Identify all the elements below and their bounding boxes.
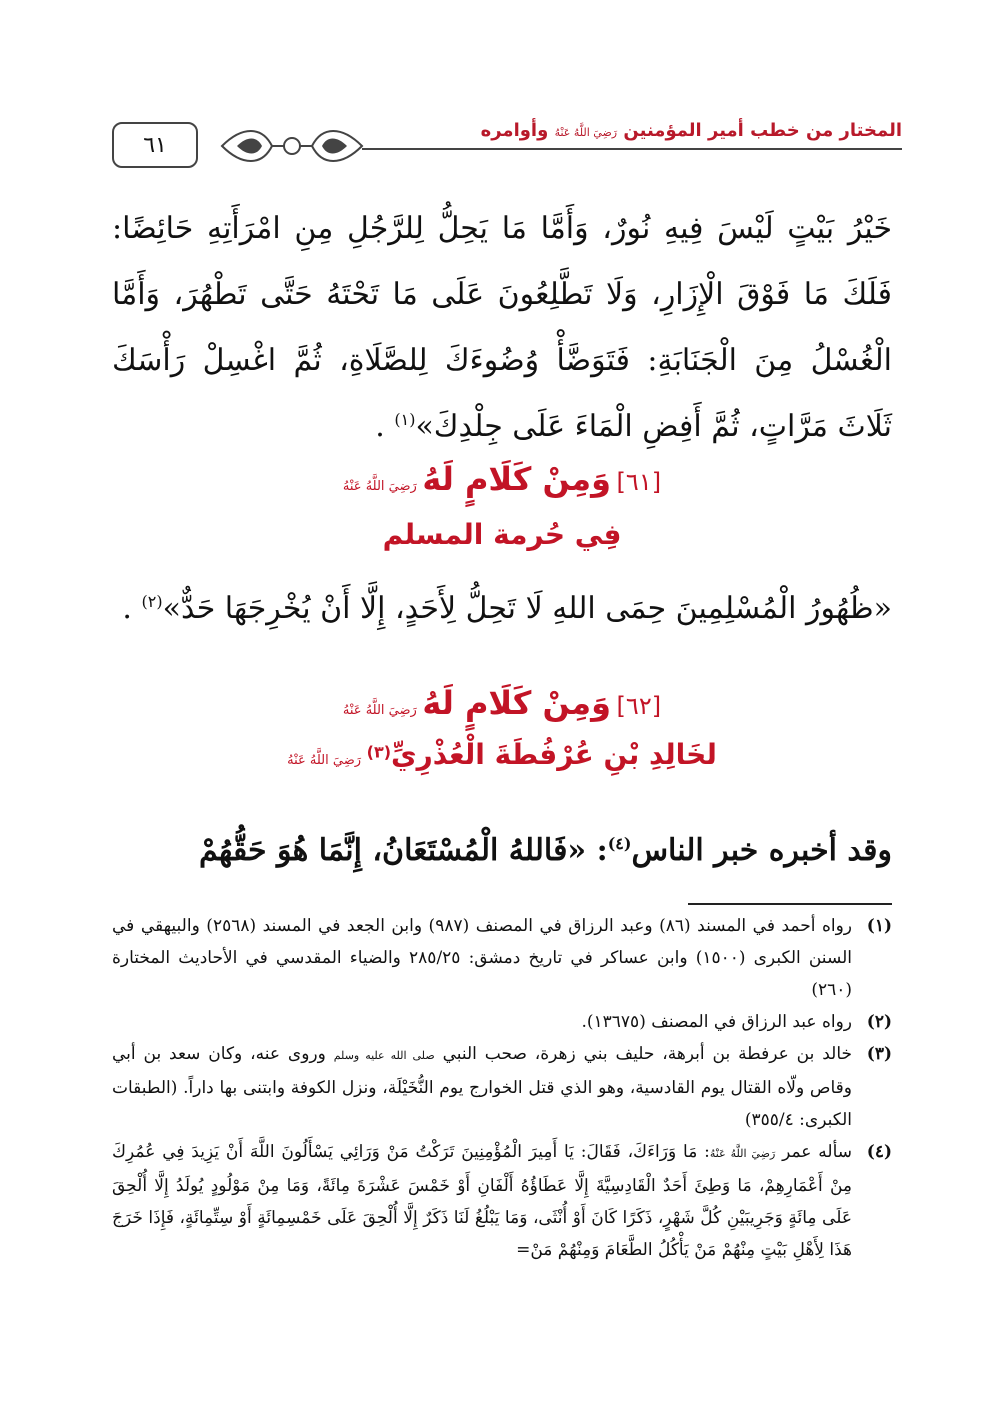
paragraph-1 [112,196,892,460]
page-header [112,118,902,174]
footnote-text-part: وروى عنه، وكان سعد بن أبي وقاص ولّاه القتال يوم القادسية، وهو الذي قتل الخوارج يوم النُّخَيْلَة، ونزل الكوفة وابتنى بها داراً. (الطبقات الكبرى: ٣٥٥/٤) [112,1044,852,1130]
section-61-heading [112,460,892,498]
footnote-ref-2[interactable]: (٢) [141,592,163,611]
header-rule [362,148,902,150]
footnote-text-part: سأله عمر [782,1142,852,1162]
footnote-ref-1[interactable]: (١) [394,410,416,429]
footnote-honorific: رَضِيَ اللَّهُ عَنْهُ [709,1147,776,1160]
footnote-3 [112,1038,892,1136]
paragraph-3-lead: وقد أخبره خبر الناس [631,833,892,868]
footnote-ref-3[interactable]: (٣) [366,742,392,762]
section-61-title: وَمِنْ كَلَامٍ لَهُ [422,460,611,498]
paragraph-3 [112,818,892,884]
footnote-number: (١) [866,916,892,936]
ornament-divider-icon [212,126,372,166]
footnote-4 [112,1136,892,1266]
footnote-text [112,1136,852,1266]
section-61-subtitle: فِي حُرمة المسلم [382,518,622,551]
paragraph-2-end: . [122,591,132,626]
footnote-number: (٣) [866,1044,892,1064]
footnote-number: (٢) [866,1012,892,1032]
paragraph-2-text: «ظُهُورُ الْمُسْلِمِينَ حِمَى اللهِ لَا تَحِلُّ لِأَحَدٍ، إِلَّا أَنْ يُخْرِجَهَا حَدٌّ» [162,591,892,626]
footnote-text: رواه عبد الرزاق في المصنف (١٣٦٧٥). [581,1012,852,1032]
footnote-1 [112,910,892,1006]
footnote-text: رواه أحمد في المسند (٨٦) وعبد الرزاق في المصنف (٩٨٧) وابن الجعد في المسند (٢٥٦٨) والبيهقي في السنن الكبرى (١٥٠٠) وابن عساكر في تاريخ دمشق: ٢٨٥/٢٥ والضياء المقدسي في الأحاديث المختارة (٢٦٠) [112,916,853,1000]
section-62-subtitle-text: لخَالِدِ بْنِ عُرْفُطَةَ الْعُذْرِيِّ [391,738,717,771]
section-62-subtitle-honorific: رَضِيَ اللَّهُ عَنْهُ [287,753,362,768]
running-title-suffix: وأوامره [480,120,549,141]
footnote-text-part: خالد بن عرفطة بن أبرهة، حليف بني زهرة، صحب النبي [442,1044,853,1064]
paragraph-1-text: خَيْرُ بَيْتٍ لَيْسَ فِيهِ نُورٌ، وَأَمَّا مَا يَحِلُّ لِلرَّجُلِ مِنِ امْرَأَتِهِ حَائِضًا: فَلَكَ مَا فَوْقَ الْإِزَارِ، وَلَا تَطَّلِعُونَ عَلَى مَا تَحْتَهُ حَتَّى تَطْهُرَ، وَأَمَّا الْغُسْلُ مِنَ الْجَنَابَةِ: فَتَوَضَّأْ وُضُوءَكَ لِلصَّلَاةِ، ثُمَّ اغْسِلْ رَأْسَكَ ثَلَاثَ مَرَّاتٍ، ثُمَّ أَفِضِ الْمَاءَ عَلَى جِلْدِكَ» [112,211,892,444]
footnote-separator [688,903,892,905]
running-title-text: المختار من خطب أمير المؤمنين [623,120,902,141]
footnotes [112,910,892,1266]
page-number: ٦١ [112,122,198,168]
section-61-honorific: رَضِيَ اللَّهُ عَنْهُ [342,479,417,494]
footnote-text-part: : مَا وَرَاءَكَ، فَقَالَ: يَا أَمِيرَ الْمُؤْمِنِينَ تَرَكْتُ مَنْ وَرَائِي يَسْأَلُونَ اللَّهَ أَنْ يَزِيدَ فِي عُمُرِكَ مِنْ أَعْمَارِهِمْ، مَا وَطِئَ أَحَدٌ الْقَادِسِيَّةَ إِلَّا عَطَاؤُهُ أَلْفَانِ أَوْ خَمْسَ عَشْرَةَ مِائَةً، وَمَا مِنْ مَوْلُودٍ يُولَدُ إِلَّا أُلْحِقَ عَلَى مِائَةٍ وَجَرِيبَيْنِ كُلَّ شَهْرٍ، ذَكَرًا كَانَ أَوْ أُنْثَى، وَمَا يَبْلُغُ لَنَا ذَكَرٌ إِلَّا أُلْحِقَ عَلَى خَمْسِمِائَةٍ أَوْ سِتِّمِائَةٍ، فَإِذَا خَرَجَ هَذَا لِأَهْلِ بَيْتٍ مِنْهُمْ مَنْ يَأْكُلُ الطَّعَامَ وَمِنْهُمْ مَنْ= [112,1142,852,1260]
paragraph-3-quote: : «فَاللهُ الْمُسْتَعَانُ، إِنَّمَا هُوَ حَقُّهُمْ [199,833,608,868]
footnote-honorific: صلى الله عليه وسلم [333,1049,435,1062]
running-title-honorific: رَضِيَ اللَّهُ عَنْهُ [554,126,618,139]
section-62-number: [٦٢] [616,692,662,720]
section-61-number: [٦١] [616,468,662,496]
section-62-subtitle [112,738,892,771]
footnote-number: (٤) [866,1142,892,1162]
section-62-title: وَمِنْ كَلَامٍ لَهُ [422,684,611,722]
footnote-text [112,1038,852,1136]
footnote-2 [112,1006,892,1038]
running-title [471,120,902,141]
section-62-heading [112,684,892,722]
section-62-honorific: رَضِيَ اللَّهُ عَنْهُ [342,703,417,718]
footnote-ref-4[interactable]: (٤) [607,834,632,853]
paragraph-1-end: . [375,409,385,444]
paragraph-2 [112,580,892,638]
